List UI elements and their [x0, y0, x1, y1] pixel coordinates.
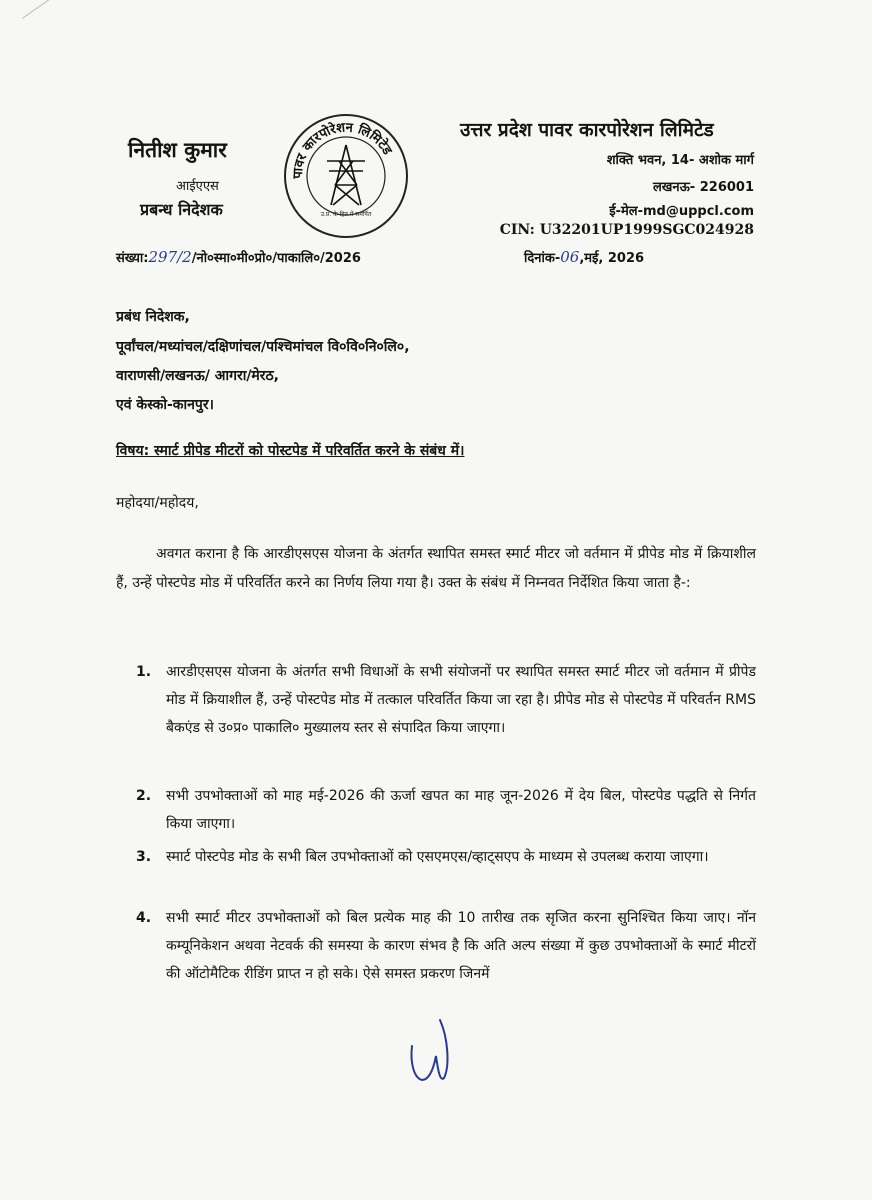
- sender-service: आईएएस: [176, 179, 219, 194]
- paper-fold-mark: [22, 0, 73, 43]
- list-item-text: आरडीएसएस योजना के अंतर्गत सभी विधाओं के सभी संयोजनों पर स्थापित समस्त स्मार्ट मीटर जो वर्तमान में प्रीपेड मोड में क्रियाशील हैं, उन्हें पोस्टपेड मोड में तत्काल परिवर्तित किया जा रहा है। प्रीपेड मोड से पोस्टपेड में परिवर्तन RMS बैकएंड से उ०प्र० पाकालि० मुख्यालय स्तर से संपादित किया जाएगा।: [166, 664, 756, 736]
- list-item-number: 4.: [136, 910, 152, 926]
- seal-arc-text: पावर कारपोरेशन लिमिटेड: [290, 120, 395, 180]
- reference-number-handwritten: 297/2: [148, 248, 192, 266]
- list-item-text: सभी स्मार्ट मीटर उपभोक्ताओं को बिल प्रत्येक माह की 10 तारीख तक सृजित करना सुनिश्चित किया जाए। नॉन कम्यूनिकेशन अथवा नेटवर्क की समस्या के कारण संभव है कि अति अल्प संख्या में कुछ उपभोक्ताओं के स्मार्ट मीटरों की ऑटोमैटिक रीडिंग प्राप्त न हो सके। ऐसे समस्त प्रकरण जिनमें: [166, 910, 756, 982]
- date-suffix: ,मई, 2026: [579, 251, 645, 266]
- list-item-number: 1.: [136, 664, 152, 680]
- recipient-line1: प्रबंध निदेशक,: [116, 309, 190, 325]
- list-item: [136, 904, 756, 988]
- reference-number: [116, 248, 361, 266]
- salutation: महोदया/महोदय,: [116, 495, 199, 511]
- sender-name: नितीश कुमार: [128, 138, 227, 162]
- reference-number-label: संख्या:: [116, 251, 149, 266]
- subject-line: विषय: स्मार्ट प्रीपेड मीटरों को पोस्टपेड में परिवर्तित करने के संबंध में।: [116, 443, 465, 459]
- recipient-line2: पूर्वांचल/मध्यांचल/दक्षिणांचल/पश्चिमांचल वि०वि०नि०लि०,: [116, 339, 410, 355]
- date-label: दिनांक-: [524, 251, 561, 266]
- seal-motto: उ.प्र. के हित में समर्पित: [320, 211, 372, 218]
- organization-address-line1: शक्ति भवन, 14- अशोक मार्ग: [606, 153, 754, 168]
- recipient-line3: वाराणसी/लखनऊ/ आगरा/मेरठ,: [116, 368, 279, 384]
- list-item: [136, 843, 756, 871]
- date-handwritten: 06: [560, 248, 580, 266]
- intro-paragraph: अवगत कराना है कि आरडीएसएस योजना के अंतर्गत स्थापित समस्त स्मार्ट मीटर जो वर्तमान में प्रीपेड मोड में क्रियाशील हैं, उन्हें पोस्टपेड मोड में परिवर्तित करने का निर्णय लिया गया है। उक्त के संबंध में निम्नवत निर्देशित किया जाता है-:: [116, 546, 756, 591]
- sender-designation: प्रबन्ध निदेशक: [140, 200, 223, 219]
- organization-address-line2: लखनऊ- 226001: [652, 180, 754, 195]
- list-item-number: 2.: [136, 788, 152, 804]
- list-item: [136, 782, 756, 838]
- handwritten-initial-signature: [400, 1018, 470, 1098]
- organization-cin: CIN: U32201UP1999SGC024928: [499, 222, 754, 238]
- list-item-number: 3.: [136, 849, 152, 865]
- organization-email: ई-मेल-md@uppcl.com: [609, 204, 754, 219]
- corporation-seal-logo: [283, 113, 409, 239]
- reference-number-suffix: /नो०स्मा०मी०प्रो०/पाकालि०/2026: [191, 251, 361, 266]
- recipient-line4: एवं केस्को-कानपुर।: [116, 397, 214, 413]
- transmission-tower-icon: [327, 145, 365, 205]
- reference-date: [524, 248, 644, 266]
- list-item: [136, 658, 756, 742]
- list-item-text: सभी उपभोक्ताओं को माह मई-2026 की ऊर्जा खपत का माह जून-2026 में देय बिल, पोस्टपेड पद्धति से निर्गत किया जाएगा।: [166, 788, 756, 832]
- organization-name: उत्तर प्रदेश पावर कारपोरेशन लिमिटेड: [460, 119, 714, 141]
- list-item-text: स्मार्ट पोस्टपेड मोड के सभी बिल उपभोक्ताओं को एसएमएस/व्हाट्सएप के माध्यम से उपलब्ध कराया जाएगा।: [166, 849, 709, 865]
